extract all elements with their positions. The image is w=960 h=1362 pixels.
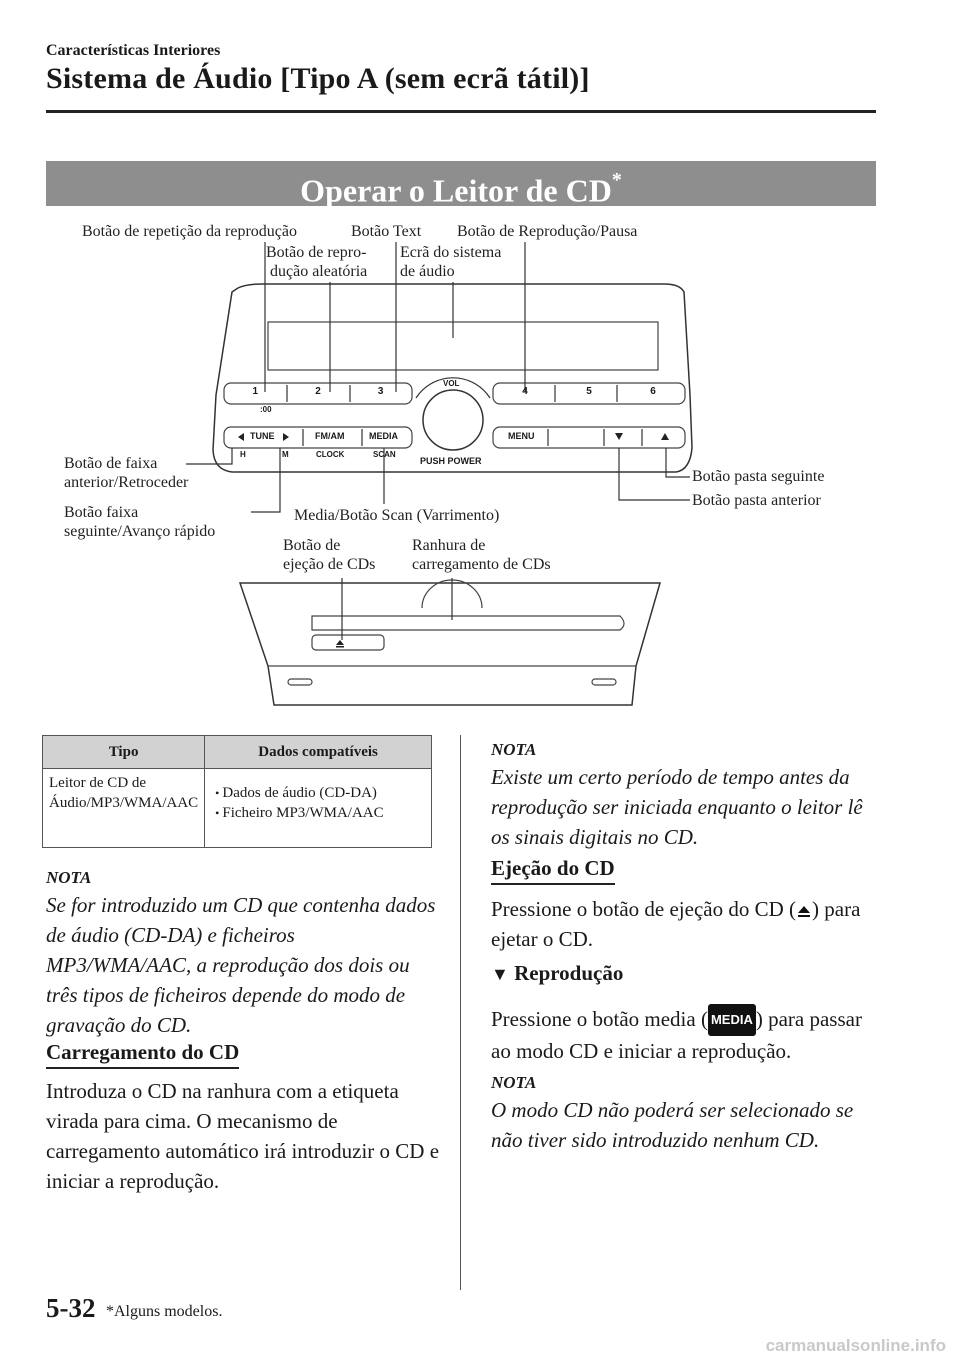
label-screen-line2: de áudio [400, 263, 455, 280]
hour-label: H [240, 450, 246, 459]
list-item: • Ficheiro MP3/WMA/AAC [225, 803, 425, 823]
menu-button[interactable]: MENU [508, 431, 535, 441]
clock-00-label: :00 [260, 405, 272, 414]
preset-5-button[interactable]: 5 [586, 386, 592, 397]
label-repeat-button: Botão de repetição da reprodução [82, 223, 298, 240]
triangle-bullet-icon: ▼ [491, 964, 509, 984]
footnote: *Alguns modelos. [106, 1303, 223, 1320]
preset-4-button[interactable]: 4 [522, 386, 528, 397]
note2-text: Existe um certo período de tempo antes da reprodução ser iniciada enquanto o leitor lê os sinais digitais no CD. [491, 765, 863, 849]
banner-title: Operar o Leitor de CD [300, 172, 612, 209]
banner-asterisk: * [611, 169, 622, 191]
cd-panel-outline [240, 583, 660, 705]
note2-heading: NOTA [491, 740, 537, 759]
note1-text: Se for introduzido um CD que contenha dados de áudio (CD-DA) e ficheiros MP3/WMA/AAC, a reprodução dos dois ou três tipos de ficheiros depende do modo de gravação do CD. [46, 893, 436, 1037]
eject-text [491, 894, 881, 954]
loading-text: Introduza o CD na ranhura com a etiqueta virada para cima. O mecanismo de carregamento automático irá introduzir o CD e iniciar a reprodução. [46, 1079, 440, 1193]
label-screen-line1: Ecrã do sistema [400, 244, 502, 261]
preset-1-button[interactable]: 1 [252, 386, 259, 397]
section-heading: Características Interiores [46, 42, 221, 59]
preset-6-button[interactable]: 6 [650, 386, 656, 397]
eject-text-before: Pressione o botão de ejeção do CD ( [491, 897, 797, 921]
eject-button [312, 635, 384, 650]
loading-heading-wrap [46, 1040, 239, 1069]
table-row [43, 769, 432, 848]
display-screen [268, 322, 658, 370]
label-slot-line2: carregamento de CDs [412, 556, 551, 573]
playback-text-before: Pressione o botão media ( [491, 1007, 708, 1031]
table-header-type: Tipo [43, 736, 205, 769]
label-slot-line1: Ranhura de [412, 537, 486, 554]
compatibility-table [42, 735, 432, 848]
push-power-label: PUSH POWER [420, 456, 482, 466]
note3-text: O modo CD não poderá ser selecionado se não tiver sido introduzido nenhum CD. [491, 1098, 854, 1152]
eject-heading-wrap [491, 856, 615, 885]
label-random-button-line1: Botão de repro- [266, 244, 367, 261]
label-media-scan: Media/Botão Scan (Varrimento) [294, 507, 500, 524]
playback-heading: Reprodução [514, 961, 624, 985]
cd-slot [312, 616, 624, 630]
label-eject-line1: Botão de [283, 537, 341, 554]
minute-label: M [282, 450, 289, 459]
eject-text-after: ) para ejetar o CD. [491, 897, 861, 951]
playback-heading-wrap [491, 961, 623, 986]
loading-heading: Carregamento do CD [46, 1040, 239, 1069]
preset-2-button[interactable]: 2 [315, 386, 321, 397]
label-next-track-line1: Botão faixa [64, 504, 139, 521]
clock-label: CLOCK [316, 450, 345, 459]
table-cell-data [205, 769, 432, 848]
fm-am-button[interactable]: FM/AM [315, 431, 345, 441]
table-cell-type: Leitor de CD de Áudio/MP3/WMA/AAC [43, 769, 205, 848]
preset-labels-left [224, 386, 412, 397]
watermark: carmanualsonline.info [765, 1336, 946, 1355]
label-play-pause-button: Botão de Reprodução/Pausa [457, 223, 638, 240]
preset-3-button[interactable]: 3 [377, 386, 384, 397]
label-folder-prev: Botão pasta anterior [692, 492, 821, 509]
label-prev-track-line1: Botão de faixa [64, 455, 158, 472]
label-random-button-line2: dução aleatória [270, 263, 368, 280]
eject-heading: Ejeção do CD [491, 856, 615, 885]
playback-text [491, 1004, 881, 1066]
media-button-icon: MEDIA [708, 1004, 756, 1036]
page-title: Sistema de Áudio [Tipo A (sem ecrã tátil)] [46, 62, 590, 95]
table-header-data: Dados compatíveis [205, 736, 432, 769]
page-number: 5-32 [46, 1293, 96, 1323]
eject-icon [796, 903, 812, 919]
media-button[interactable]: MEDIA [369, 431, 398, 441]
volume-knob [423, 390, 483, 450]
label-next-track-line2: seguinte/Avanço rápido [64, 523, 216, 540]
preset-labels-right [493, 386, 685, 397]
column-divider [460, 735, 461, 1290]
list-item: • Dados de áudio (CD-DA) [225, 783, 425, 803]
playback-text-after: ) para passar ao modo CD e iniciar a reprodução. [491, 1007, 862, 1063]
tune-button[interactable]: TUNE [250, 431, 275, 441]
note3-heading: NOTA [491, 1073, 537, 1092]
label-eject-line2: ejeção de CDs [283, 556, 376, 573]
label-folder-next: Botão pasta seguinte [692, 468, 825, 485]
note1-heading: NOTA [46, 868, 92, 887]
vol-label: VOL [443, 379, 460, 388]
table-header-row [43, 736, 432, 769]
label-text-button: Botão Text [351, 223, 422, 240]
scan-label: SCAN [373, 450, 396, 459]
label-prev-track-line2: anterior/Retroceder [64, 474, 189, 491]
